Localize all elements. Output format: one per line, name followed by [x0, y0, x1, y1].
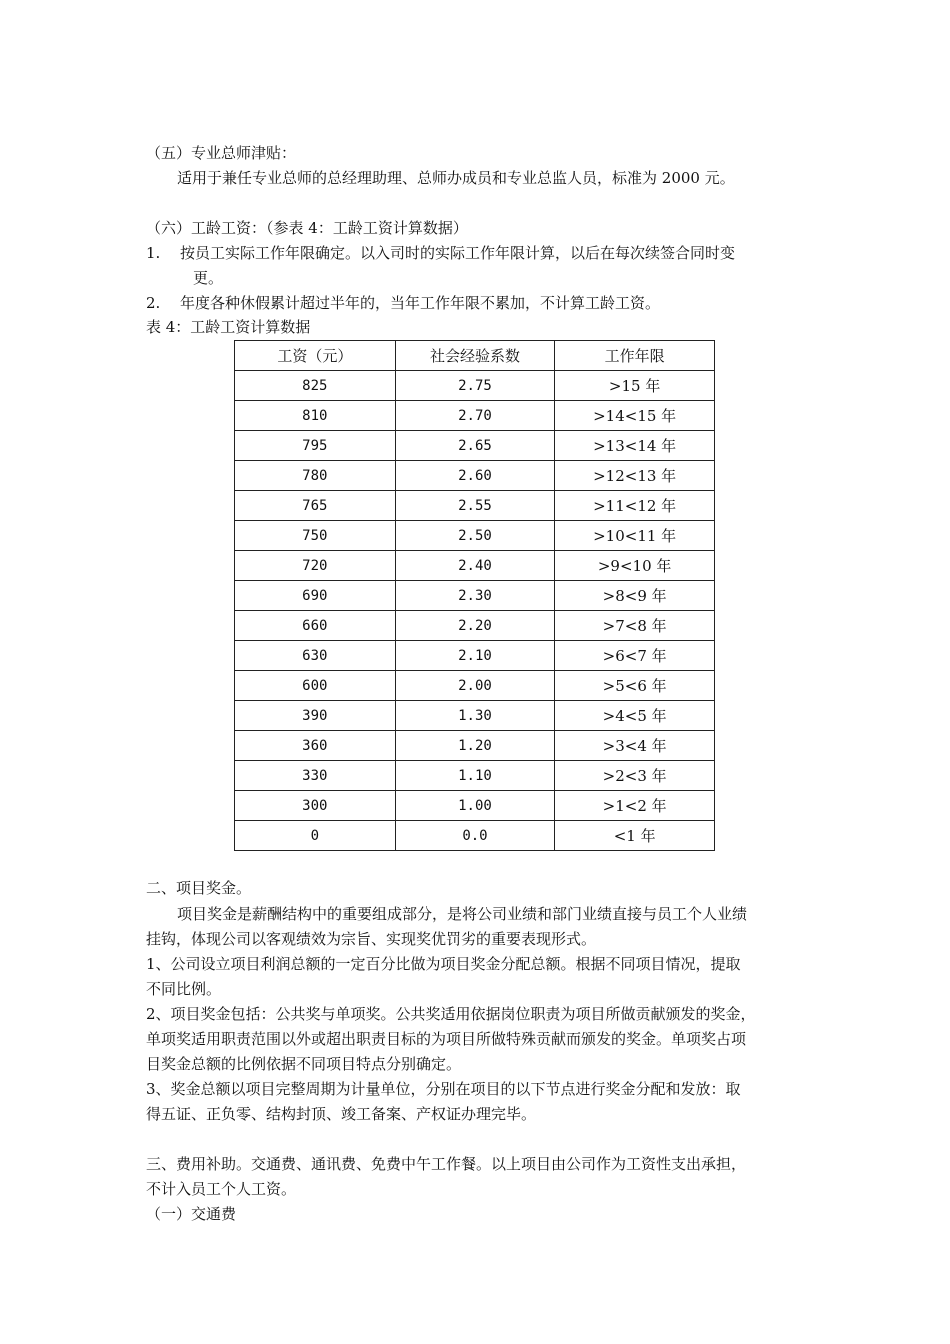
table-row: [235, 671, 715, 701]
cell-wage: 0: [235, 821, 396, 851]
bonus-point-2-line-1: 2、项目奖金包括：公共奖与单项奖。公共奖适用依据岗位职责为项目所做贡献颁发的奖金，: [146, 1005, 756, 1023]
cell-years: >2<3 年: [555, 761, 715, 791]
header-coefficient: 社会经验系数: [395, 341, 555, 371]
cell-years: >4<5 年: [555, 701, 715, 731]
bonus-point-2-line-3: 目奖金总额的比例依据不同项目特点分别确定。: [146, 1055, 462, 1073]
table-row: [235, 761, 715, 791]
cell-coefficient: 2.65: [395, 431, 555, 461]
table-header-row: [235, 341, 715, 371]
cell-wage: 300: [235, 791, 396, 821]
cell-coefficient: 2.70: [395, 401, 555, 431]
cell-wage: 330: [235, 761, 396, 791]
table-row: [235, 401, 715, 431]
bonus-point-3-line-2: 得五证、正负零、结构封顶、竣工备案、产权证办理完毕。: [146, 1105, 537, 1123]
table-row: [235, 821, 715, 851]
list-item-1-line-2: 更。: [193, 269, 224, 287]
cell-years: >10<11 年: [555, 521, 715, 551]
table-row: [235, 701, 715, 731]
table-row: [235, 791, 715, 821]
cell-wage: 360: [235, 731, 396, 761]
table-row: [235, 611, 715, 641]
cell-coefficient: 1.30: [395, 701, 555, 731]
paragraph-5: 适用于兼任专业总师的总经理助理、总师办成员和专业总监人员，标准为 2000 元。: [177, 169, 735, 187]
cell-years: >9<10 年: [555, 551, 715, 581]
cell-wage: 390: [235, 701, 396, 731]
cell-coefficient: 2.00: [395, 671, 555, 701]
cell-coefficient: 0.0: [395, 821, 555, 851]
cell-wage: 750: [235, 521, 396, 551]
expense-heading-line-2: 不计入员工个人工资。: [146, 1180, 297, 1198]
cell-coefficient: 2.50: [395, 521, 555, 551]
header-wage: 工资（元）: [235, 341, 396, 371]
expense-subheading-1: （一）交通费: [146, 1205, 237, 1223]
cell-years: >14<15 年: [555, 401, 715, 431]
cell-years: >11<12 年: [555, 491, 715, 521]
table-row: [235, 521, 715, 551]
table-row: [235, 641, 715, 671]
cell-wage: 765: [235, 491, 396, 521]
bonus-point-1-line-1: 1、公司设立项目利润总额的一定百分比做为项目奖金分配总额。根据不同项目情况，提取: [146, 955, 741, 973]
table-row: [235, 731, 715, 761]
table-row: [235, 431, 715, 461]
table-row: [235, 551, 715, 581]
table-row: [235, 371, 715, 401]
cell-wage: 780: [235, 461, 396, 491]
list-item-2: 年度各种休假累计超过半年的，当年工作年限不累加，不计算工龄工资。: [180, 294, 661, 312]
header-years: 工作年限: [555, 341, 715, 371]
cell-years: >1<2 年: [555, 791, 715, 821]
cell-years: >8<9 年: [555, 581, 715, 611]
cell-wage: 810: [235, 401, 396, 431]
seniority-wage-table: [234, 340, 715, 851]
section-heading-6: （六）工龄工资：（参表 4：工龄工资计算数据）: [146, 219, 468, 237]
cell-coefficient: 1.20: [395, 731, 555, 761]
bonus-point-1-line-2: 不同比例。: [146, 980, 222, 998]
bonus-point-2-line-2: 单项奖适用职责范围以外或超出职责目标的为项目所做特殊贡献而颁发的奖金。单项奖占项: [146, 1030, 747, 1048]
list-number-2: 2.: [146, 294, 161, 312]
cell-years: >6<7 年: [555, 641, 715, 671]
expense-heading-line-1: 三、费用补助。交通费、通讯费、免费中午工作餐。以上项目由公司作为工资性支出承担，: [146, 1155, 747, 1173]
cell-years: >5<6 年: [555, 671, 715, 701]
cell-wage: 720: [235, 551, 396, 581]
table-row: [235, 491, 715, 521]
cell-wage: 600: [235, 671, 396, 701]
cell-coefficient: 2.60: [395, 461, 555, 491]
cell-years: >12<13 年: [555, 461, 715, 491]
cell-coefficient: 2.10: [395, 641, 555, 671]
cell-coefficient: 2.75: [395, 371, 555, 401]
cell-coefficient: 2.20: [395, 611, 555, 641]
cell-coefficient: 2.40: [395, 551, 555, 581]
list-number-1: 1.: [146, 244, 161, 262]
table-row: [235, 581, 715, 611]
table-caption: 表 4：工龄工资计算数据: [146, 318, 311, 336]
cell-wage: 795: [235, 431, 396, 461]
cell-coefficient: 1.10: [395, 761, 555, 791]
cell-coefficient: 2.30: [395, 581, 555, 611]
section-heading-5: （五）专业总师津贴：: [146, 144, 297, 162]
bonus-heading: 二、项目奖金。: [146, 879, 252, 897]
table-row: [235, 461, 715, 491]
cell-wage: 660: [235, 611, 396, 641]
cell-years: >7<8 年: [555, 611, 715, 641]
cell-years: >3<4 年: [555, 731, 715, 761]
bonus-intro-line-1: 项目奖金是薪酬结构中的重要组成部分，是将公司业绩和部门业绩直接与员工个人业绩: [177, 905, 748, 923]
cell-years: >13<14 年: [555, 431, 715, 461]
list-item-1-line-1: 按员工实际工作年限确定。以入司时的实际工作年限计算，以后在每次续签合同时变: [180, 244, 736, 262]
cell-years: <1 年: [555, 821, 715, 851]
cell-wage: 630: [235, 641, 396, 671]
cell-wage: 825: [235, 371, 396, 401]
cell-wage: 690: [235, 581, 396, 611]
bonus-point-3-line-1: 3、奖金总额以项目完整周期为计量单位，分别在项目的以下节点进行奖金分配和发放：取: [146, 1080, 741, 1098]
cell-coefficient: 1.00: [395, 791, 555, 821]
cell-coefficient: 2.55: [395, 491, 555, 521]
bonus-intro-line-2: 挂钩，体现公司以客观绩效为宗旨、实现奖优罚劣的重要表现形式。: [146, 930, 597, 948]
cell-years: >15 年: [555, 371, 715, 401]
